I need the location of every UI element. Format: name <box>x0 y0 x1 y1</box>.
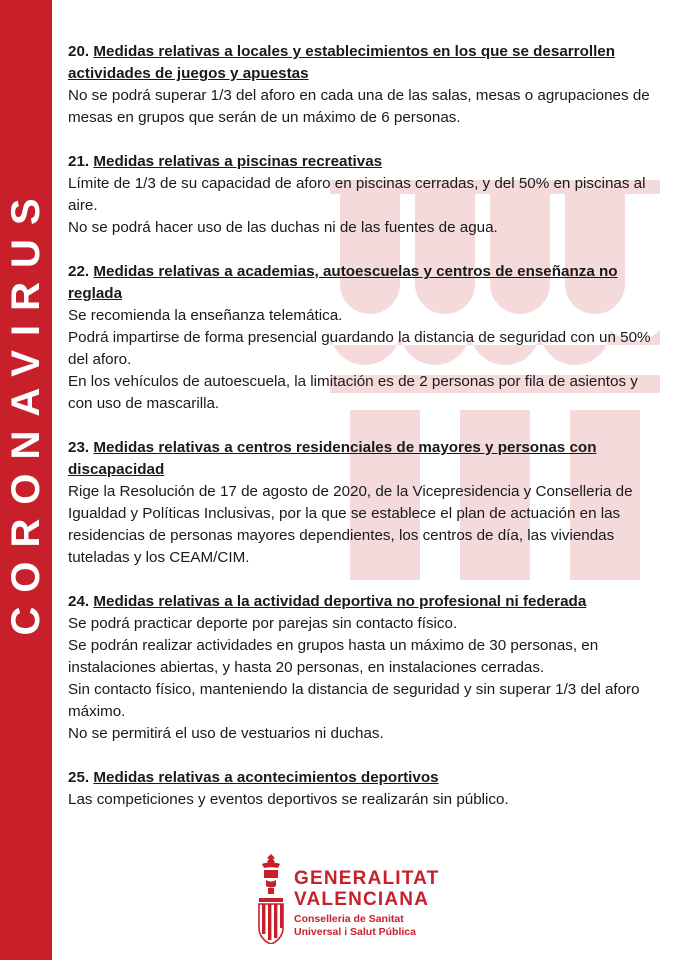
measure-heading <box>68 261 658 305</box>
measure-heading <box>68 591 658 613</box>
measure-paragraph: No se podrá hacer uso de las duchas ni de las fuentes de agua. <box>68 219 498 236</box>
measure-title: Medidas relativas a locales y establecimientos en los que se desarrollen actividades de juegos y apuestas <box>68 43 616 82</box>
org-name-line2: VALENCIANA <box>294 889 430 910</box>
measure-section-22 <box>68 261 658 415</box>
measure-section-23 <box>68 437 658 569</box>
measure-number: 21. <box>68 153 90 170</box>
measure-number: 25. <box>68 769 90 786</box>
measure-paragraph: No se podrá superar 1/3 del aforo en cada una de las salas, mesas o agrupaciones de mesas en grupos que serán de un máximo de 6 personas. <box>68 87 650 126</box>
generalitat-logo <box>256 852 440 944</box>
measure-heading <box>68 437 658 481</box>
measure-title: Medidas relativas a centros residenciales de mayores y personas con discapacidad <box>68 439 597 478</box>
measure-section-20 <box>68 41 658 129</box>
measure-heading <box>68 41 658 85</box>
sidebar-banner <box>0 0 52 960</box>
measure-title: Medidas relativas a academias, autoescuelas y centros de enseñanza no reglada <box>68 263 618 302</box>
measure-paragraph: Las competiciones y eventos deportivos se realizarán sin público. <box>68 791 509 808</box>
measure-paragraph: Rige la Resolución de 17 de agosto de 2020, de la Vicepresidencia y Conselleria de Igualdad y Políticas Inclusivas, por la que se establece el plan de actuación en las residencias de personas mayores dependientes, los centros de día, las viviendas tuteladas y los CEAM/CIM. <box>68 483 633 566</box>
measure-paragraph: En los vehículos de autoescuela, la limitación es de 2 personas por fila de asientos y con uso de mascarilla. <box>68 373 638 412</box>
measure-number: 22. <box>68 263 90 280</box>
measure-paragraph: Se recomienda la enseñanza telemática. <box>68 307 343 324</box>
measure-paragraph: Podrá impartirse de forma presencial guardando la distancia de seguridad con un 50% del aforo. <box>68 329 651 368</box>
measure-title: Medidas relativas a acontecimientos deportivos <box>93 769 439 786</box>
measure-number: 24. <box>68 593 90 610</box>
measure-paragraph: Límite de 1/3 de su capacidad de aforo en piscinas cerradas, y del 50% en piscinas al aire. <box>68 175 646 214</box>
dept-name-line1: Conselleria de Sanitat <box>294 913 404 925</box>
measure-number: 23. <box>68 439 90 456</box>
measure-heading <box>68 151 658 173</box>
measure-paragraph: Sin contacto físico, manteniendo la distancia de seguridad y sin superar 1/3 del aforo máximo. <box>68 681 640 720</box>
measure-section-25 <box>68 767 658 811</box>
measure-paragraph: Se podrán realizar actividades en grupos hasta un máximo de 30 personas, en instalaciones abiertas, y hasta 20 personas, en instalaciones cerradas. <box>68 637 599 676</box>
org-name-line1: GENERALITAT <box>294 868 440 889</box>
measure-heading <box>68 767 658 789</box>
measures-list <box>68 41 658 833</box>
measure-section-24 <box>68 591 658 745</box>
generalitat-valenciana-logo-icon <box>256 852 286 944</box>
measure-section-21 <box>68 151 658 239</box>
measure-number: 20. <box>68 43 90 60</box>
measure-title: Medidas relativas a piscinas recreativas <box>93 153 383 170</box>
measure-paragraph: No se permitirá el uso de vestuarios ni duchas. <box>68 725 384 742</box>
measure-paragraph: Se podrá practicar deporte por parejas sin contacto físico. <box>68 615 458 632</box>
measure-title: Medidas relativas a la actividad deportiva no profesional ni federada <box>93 593 587 610</box>
logo-text <box>294 852 440 939</box>
sidebar-title: CORONAVIRUS <box>4 184 48 636</box>
dept-name-line2: Universal i Salut Pública <box>294 926 416 938</box>
